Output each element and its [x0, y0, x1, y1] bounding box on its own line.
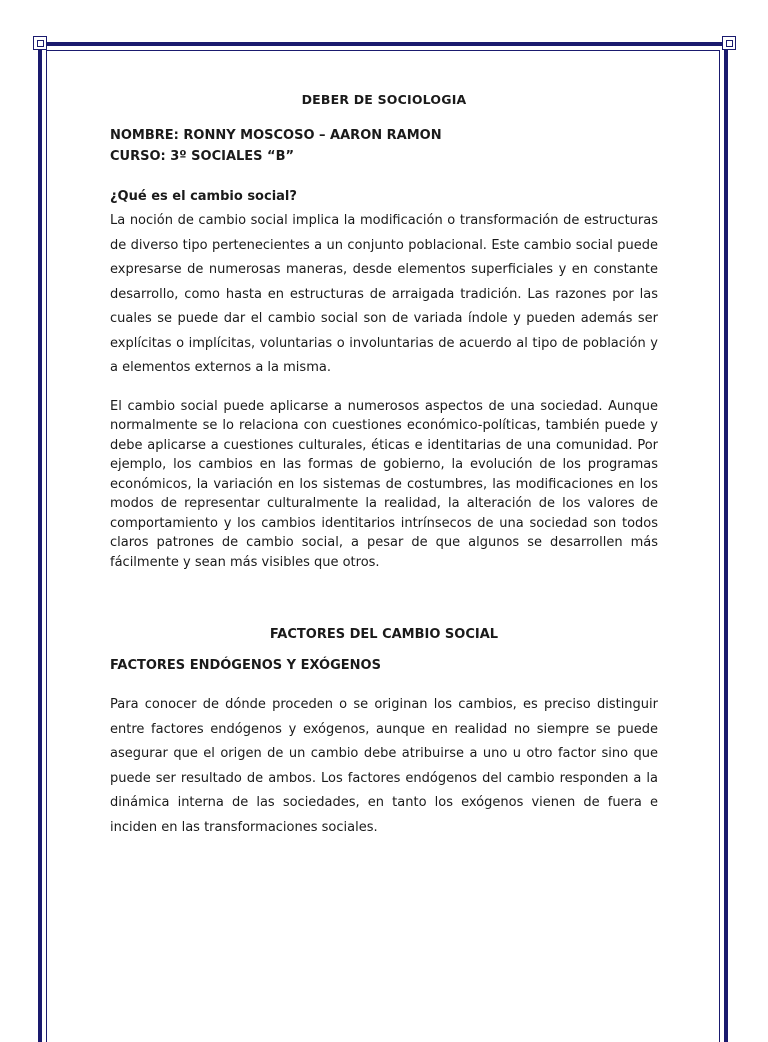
document-body [110, 92, 658, 856]
student-names: NOMBRE: RONNY MOSCOSO – AARON RAMON [110, 128, 442, 143]
section-title: FACTORES DEL CAMBIO SOCIAL [269, 627, 499, 642]
paragraph-definition: La noción de cambio social implica la modificación o transformación de estructuras de diverso tipo pertenecientes a un conjunto poblacional. Este cambio social puede expresarse de numerosas maneras, desde elementos superficiales y en constante desarrollo, como hasta en estructuras de arraigada tradición. Las razones por las cuales se puede dar el cambio social son de variada índole y pueden además ser explícitas o implícitas, voluntarias o involuntarias de acuerdo al tipo de población y a elementos externos a la misma. [110, 213, 658, 375]
document-title: DEBER DE SOCIOLOGIA [301, 92, 467, 107]
student-info [110, 125, 658, 167]
subsection-heading: FACTORES ENDÓGENOS Y EXÓGENOS [110, 658, 381, 673]
paragraph-factors: Para conocer de dónde proceden o se originan los cambios, es preciso distinguir entre factores endógenos y exógenos, aunque en realidad no siempre se puede asegurar que el origen de un cambio debe atribuirse a uno u otro factor sino que puede ser resultado de ambos. Los factores endógenos del cambio responden a la dinámica interna de las sociedades, en tanto los exógenos vienen de fuera e inciden en las transformaciones sociales. [110, 697, 658, 835]
border-corner-ornament [33, 36, 47, 50]
border-corner-ornament [722, 36, 736, 50]
course-info: CURSO: 3º SOCIALES “B” [110, 149, 295, 164]
paragraph-aspects: El cambio social puede aplicarse a numerosos aspectos de una sociedad. Aunque normalmente se lo relaciona con cuestiones económico-políticas, también puede y debe aplicarse a cuestiones culturales, éticas e identitarias de una comunidad. Por ejemplo, los cambios en las formas de gobierno, la evolución de los programas económicos, la variación en los sistemas de costumbres, las modificaciones en los modos de representar culturalmente la realidad, la alteración de los valores de comportamiento y los cambios identitarios intrínsecos de una sociedad son todos claros patrones de cambio social, a pesar de que algunos se desarrollen más fácilmente y sean más visibles que otros. [110, 398, 658, 570]
question-heading: ¿Qué es el cambio social? [110, 189, 297, 204]
